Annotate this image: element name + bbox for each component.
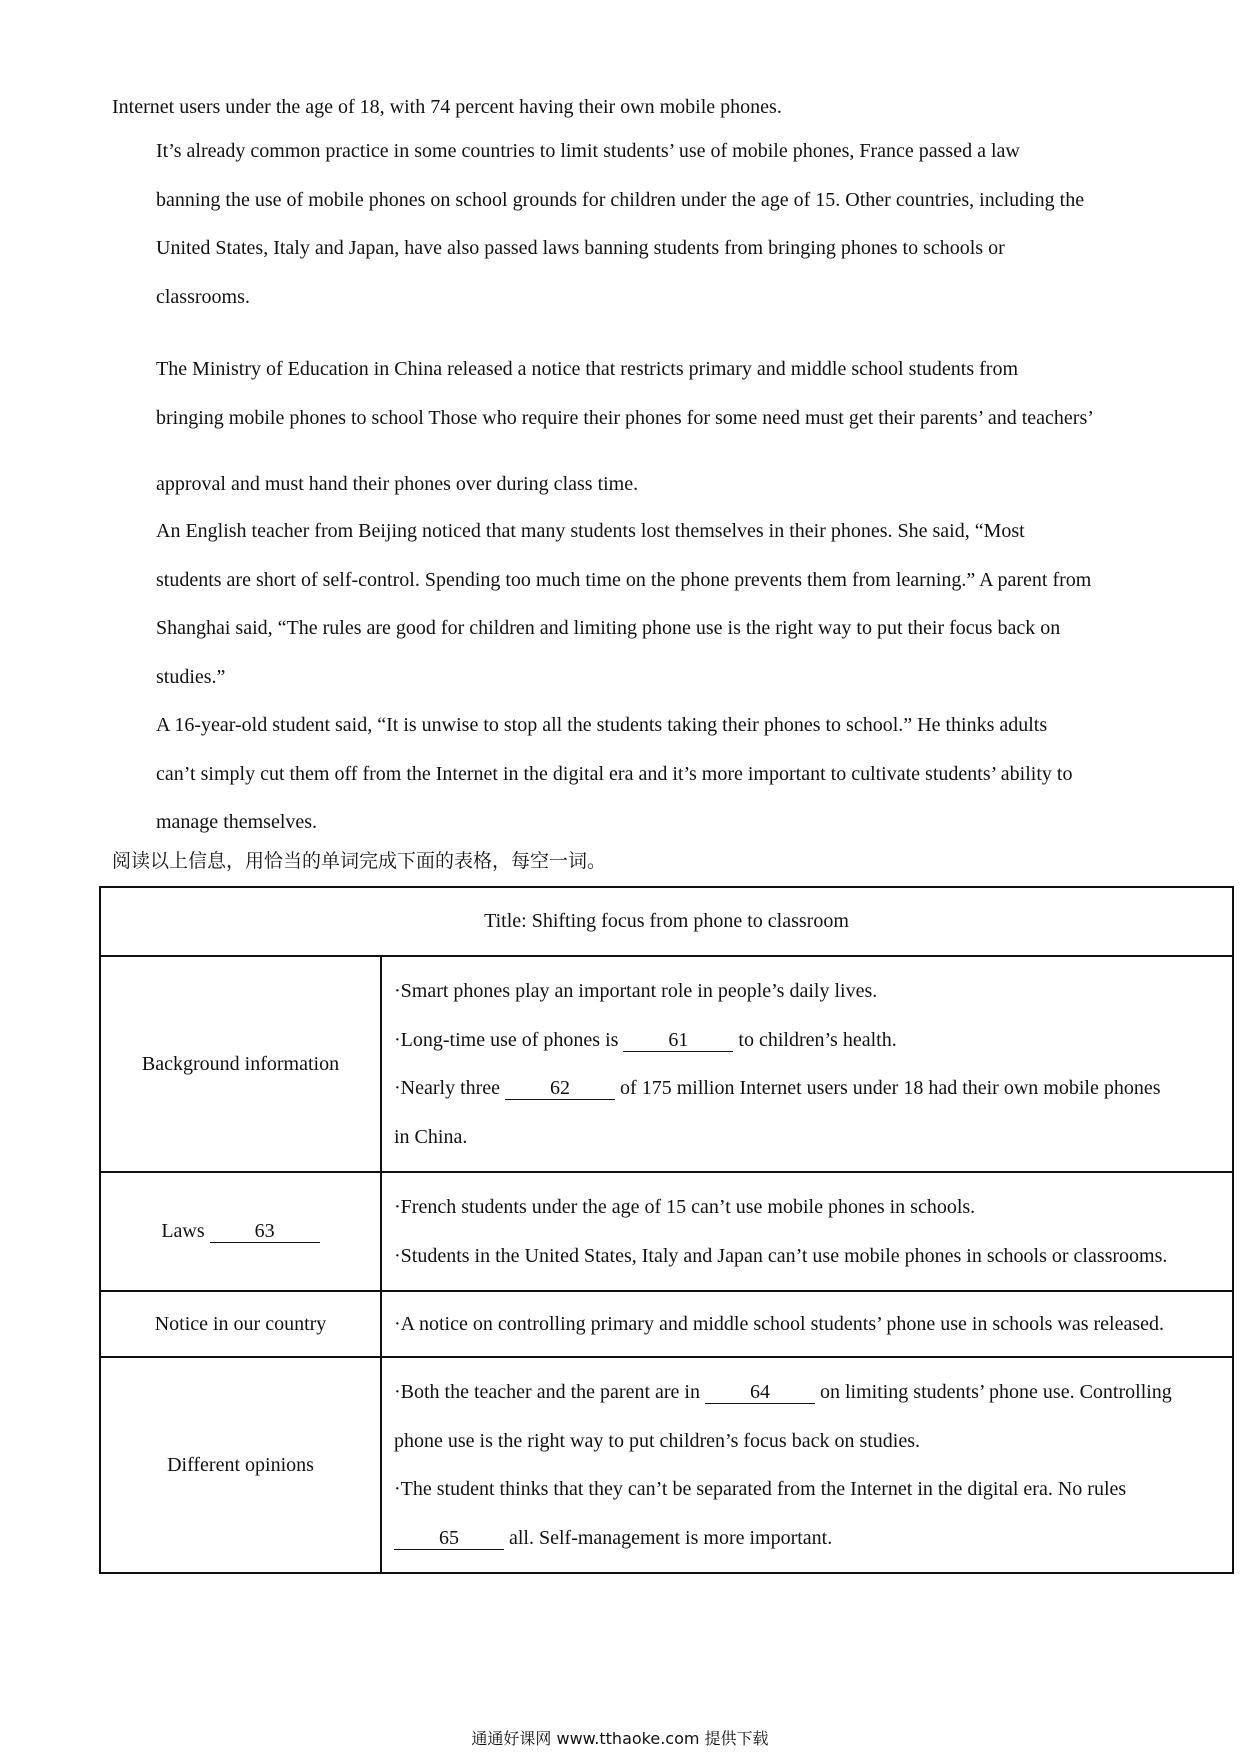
text-line: studies.” [156, 665, 226, 688]
content-text: ·Long-time use of phones is [394, 1028, 624, 1051]
content-line: ·The student thinks that they can’t be separated from the Internet in the digital era. No rules [394, 1478, 1127, 1500]
content-line: ·Students in the United States, Italy and Japan can’t use mobile phones in schools or classrooms. [394, 1244, 1168, 1267]
text-line: United States, Italy and Japan, have also passed laws banning students from bringing phones to schools or [156, 237, 1005, 259]
content-line: ·French students under the age of 15 can’t use mobile phones in schools. [394, 1196, 976, 1218]
content-line: phone use is the right way to put children’s focus back on studies. [394, 1429, 921, 1452]
row-content-notice [381, 1291, 1233, 1357]
paragraph-teacher-parent [112, 507, 1122, 701]
paragraph-student-view [112, 701, 1122, 847]
text-line: It’s already common practice in some countries to limit students’ use of mobile phones, France passed a law [156, 140, 1020, 162]
content-line [394, 1368, 1226, 1417]
text-line: Shanghai said, “The rules are good for children and limiting phone use is the right way to put their focus back on [156, 617, 1061, 639]
instruction-text: 阅读以上信息，用恰当的单词完成下面的表格，每空一词。 [112, 850, 607, 872]
table-row [100, 1291, 1233, 1357]
text-line: classrooms. [156, 285, 250, 308]
paragraph-countries-laws [112, 127, 1122, 321]
row-content-background [381, 956, 1233, 1172]
content-text: all. Self-management is more important. [504, 1526, 833, 1549]
content-line: ·Smart phones play an important role in people’s daily lives. [394, 980, 878, 1002]
content-line [394, 1064, 1226, 1113]
content-text: of 175 million Internet users under 18 had their own mobile phones [615, 1077, 1161, 1099]
table-row [100, 1172, 1233, 1291]
text-line: students are short of self-control. Spending too much time on the phone prevents them from learning.” A parent from [156, 568, 1092, 591]
table-title: Title: Shifting focus from phone to classroom [100, 887, 1233, 956]
text-line: An English teacher from Beijing noticed that many students lost themselves in their phones. She said, “Most [156, 520, 1025, 542]
text-line: approval and must hand their phones over during class time. [156, 473, 639, 495]
content-text: on limiting students’ phone use. Controlling [814, 1381, 1172, 1403]
content-text: to children’s health. [733, 1028, 897, 1051]
paragraph-continuation [112, 83, 1122, 132]
paragraph-ministry-notice [112, 345, 1122, 509]
answer-blank-64[interactable]: 64 [705, 1381, 815, 1404]
content-line [394, 1016, 1226, 1065]
summary-table [99, 886, 1234, 1574]
content-line: ·A notice on controlling primary and middle school students’ phone use in schools was released. [394, 1312, 1165, 1335]
content-text: ·Nearly three [394, 1077, 506, 1099]
row-content-laws [381, 1172, 1233, 1291]
text-line: bringing mobile phones to school Those who require their phones for some need must get their parents’ and teachers’ [156, 406, 1094, 429]
answer-blank-61[interactable]: 61 [623, 1029, 733, 1052]
text-line: A 16-year-old student said, “It is unwise to stop all the students taking their phones to school.” He thinks adults [156, 714, 1048, 736]
content-text: ·Both the teacher and the parent are in [394, 1381, 705, 1403]
text-line: banning the use of mobile phones on school grounds for children under the age of 15. Other countries, including the [156, 188, 1085, 211]
row-content-opinions [381, 1357, 1233, 1573]
text-line: can’t simply cut them off from the Internet in the digital era and it’s more important to cultivate students’ ability to [156, 762, 1073, 785]
answer-blank-63[interactable]: 63 [210, 1220, 320, 1243]
row-label-opinions: Different opinions [100, 1357, 381, 1573]
row-label-notice: Notice in our country [100, 1291, 381, 1357]
row-label-background: Background information [100, 956, 381, 1172]
table-row [100, 887, 1233, 956]
answer-blank-62[interactable]: 62 [505, 1077, 615, 1100]
row-label-laws [100, 1172, 381, 1291]
table-row [100, 956, 1233, 1172]
text-line: The Ministry of Education in China released a notice that restricts primary and middle school students from [156, 358, 1019, 380]
text-line: manage themselves. [156, 811, 318, 833]
content-line: in China. [394, 1125, 468, 1148]
content-line [394, 1514, 1226, 1563]
text-line: Internet users under the age of 18, with 74 percent having their own mobile phones. [112, 96, 782, 118]
table-row [100, 1357, 1233, 1573]
page-footer: 通通好课网 www.tthaoke.com 提供下载 [471, 1729, 769, 1748]
label-text: Laws [161, 1220, 210, 1242]
answer-blank-65[interactable]: 65 [394, 1527, 504, 1550]
